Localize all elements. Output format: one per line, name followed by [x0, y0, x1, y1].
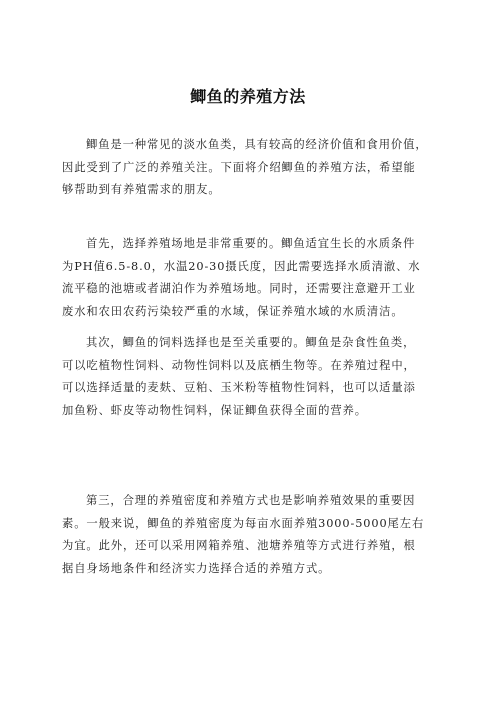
paragraph-line: 鲫鱼是一种常见的淡水鱼类，具有较高的经济价值和食用价值， — [86, 138, 428, 151]
paragraph-site-selection — [62, 233, 442, 324]
paragraph-line: 素。一般来说，鲫鱼的养殖密度为每亩水面养殖3000-5000尾左右 — [62, 516, 425, 530]
paragraph-line: 可以选择适量的麦麸、豆粕、玉米粉等植物性饲料，也可以适量添 — [62, 381, 416, 395]
paragraph-line: 废水和农田农药污染较严重的水域，保证养殖水域的水质清洁。 — [62, 305, 404, 319]
document-title: 鲫鱼的养殖方法 — [190, 87, 306, 106]
paragraph-line: 可以吃植物性饲料、动物性饲料以及底栖生物等。在养殖过程中， — [62, 358, 416, 372]
paragraph-line: 其次，鲫鱼的饲料选择也是至关重要的。鲫鱼是杂食性鱼类， — [86, 336, 416, 349]
paragraph-line: 据自身场地条件和经济实力选择合适的养殖方式。 — [62, 562, 331, 576]
paragraph-line: 流平稳的池塘或者湖泊作为养殖场地。同时，还需要注意避开工业 — [62, 282, 416, 296]
paragraph-feed — [62, 332, 442, 423]
paragraph-density — [62, 490, 442, 581]
paragraph-line: 为PH值6.5-8.0，水温20-30摄氏度，因此需要选择水质清澈、水 — [62, 259, 421, 273]
paragraph-intro — [62, 134, 442, 202]
paragraph-line: 够帮助到有养殖需求的朋友。 — [62, 183, 221, 197]
paragraph-line: 加鱼粉、虾皮等动物性饲料，保证鲫鱼获得全面的营养。 — [62, 404, 367, 418]
paragraph-line: 首先，选择养殖场地是非常重要的。鲫鱼适宜生长的水质条件 — [86, 237, 416, 250]
paragraph-line: 因此受到了广泛的养殖关注。下面将介绍鲫鱼的养殖方法，希望能 — [62, 160, 416, 174]
paragraph-line: 为宜。此外，还可以采用网箱养殖、池塘养殖等方式进行养殖，根 — [62, 539, 416, 553]
paragraph-line: 第三，合理的养殖密度和养殖方式也是影响养殖效果的重要因 — [86, 494, 416, 507]
